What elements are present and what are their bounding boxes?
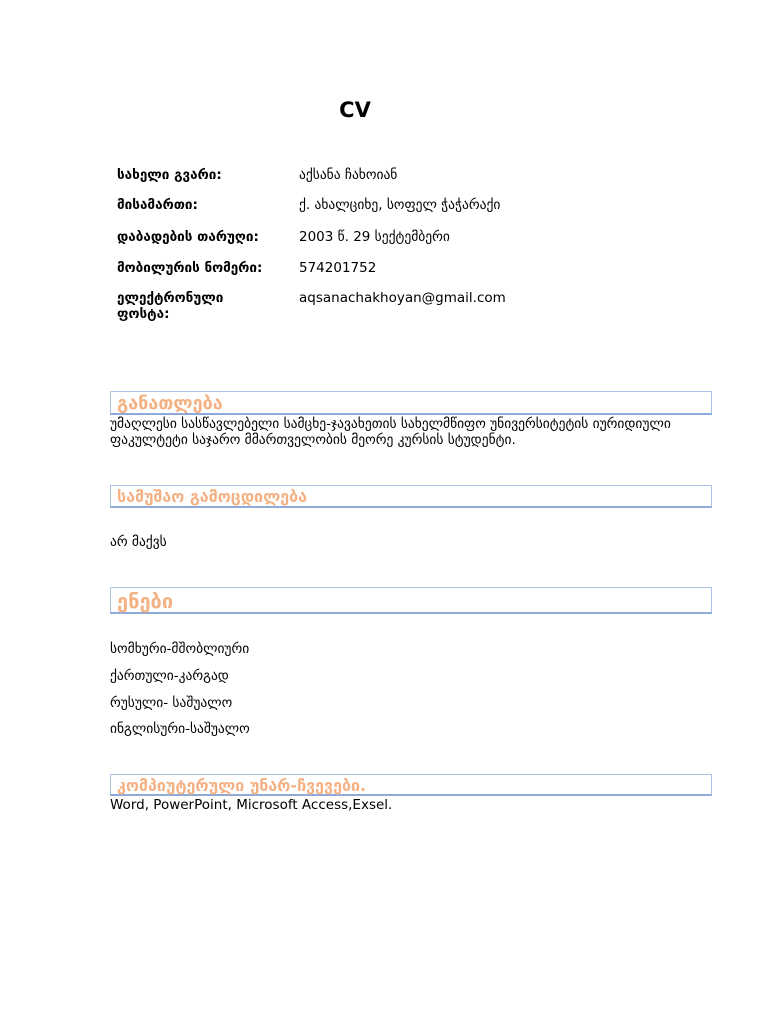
education-heading: განათლება xyxy=(117,393,223,414)
email-value: aqsanachakhoyan@gmail.com xyxy=(299,290,506,306)
work-heading: სამუშაო გამოცდილება xyxy=(117,487,308,506)
languages-heading: ენები xyxy=(117,589,174,613)
languages-heading-box xyxy=(110,587,712,614)
language-item: სომხური-მშობლიური xyxy=(110,641,250,657)
work-heading-box xyxy=(110,485,712,508)
birth-label: დაბადების თარუღი: xyxy=(117,229,259,245)
education-line-2: ფაკულტეტი საჯარო მმართველობის მეორე კურსის სტუდენტი. xyxy=(110,432,516,448)
birth-value: 2003 წ. 29 სექტემბერი xyxy=(299,229,450,245)
email-label-line-1: ელექტრონული xyxy=(117,290,224,306)
phone-value: 574201752 xyxy=(299,260,377,276)
address-label: მისამართი: xyxy=(117,197,198,213)
language-item: ქართული-კარგად xyxy=(110,668,229,684)
address-value: ქ. ახალციხე, სოფელ ჭაჭარაქი xyxy=(299,197,501,213)
language-item: ინგლისური-საშუალო xyxy=(110,721,250,737)
name-value: აქსანა ჩახოიან xyxy=(299,167,398,183)
work-text: არ მაქვს xyxy=(110,534,167,550)
phone-label: მობილურის ნომერი: xyxy=(117,260,263,276)
education-heading-box xyxy=(110,391,712,415)
education-text xyxy=(110,416,710,448)
email-label-line-2: ფოსტა: xyxy=(117,306,170,322)
education-line-1: უმაღლესი სასწავლებელი სამცხე-ჯავახეთის სახელმწიფო უნივერსიტეტის იურიდიული xyxy=(110,416,671,432)
computer-text: Word, PowerPoint, Microsoft Access,Exsel. xyxy=(110,797,393,813)
language-item: რუსული- საშუალო xyxy=(110,695,233,711)
name-label: სახელი გვარი: xyxy=(117,167,222,183)
computer-heading-box xyxy=(110,774,712,796)
computer-heading: კომპიუტერული უნარ-ჩვევები. xyxy=(117,776,367,795)
page-title: CV xyxy=(339,98,371,122)
email-label xyxy=(117,290,287,322)
